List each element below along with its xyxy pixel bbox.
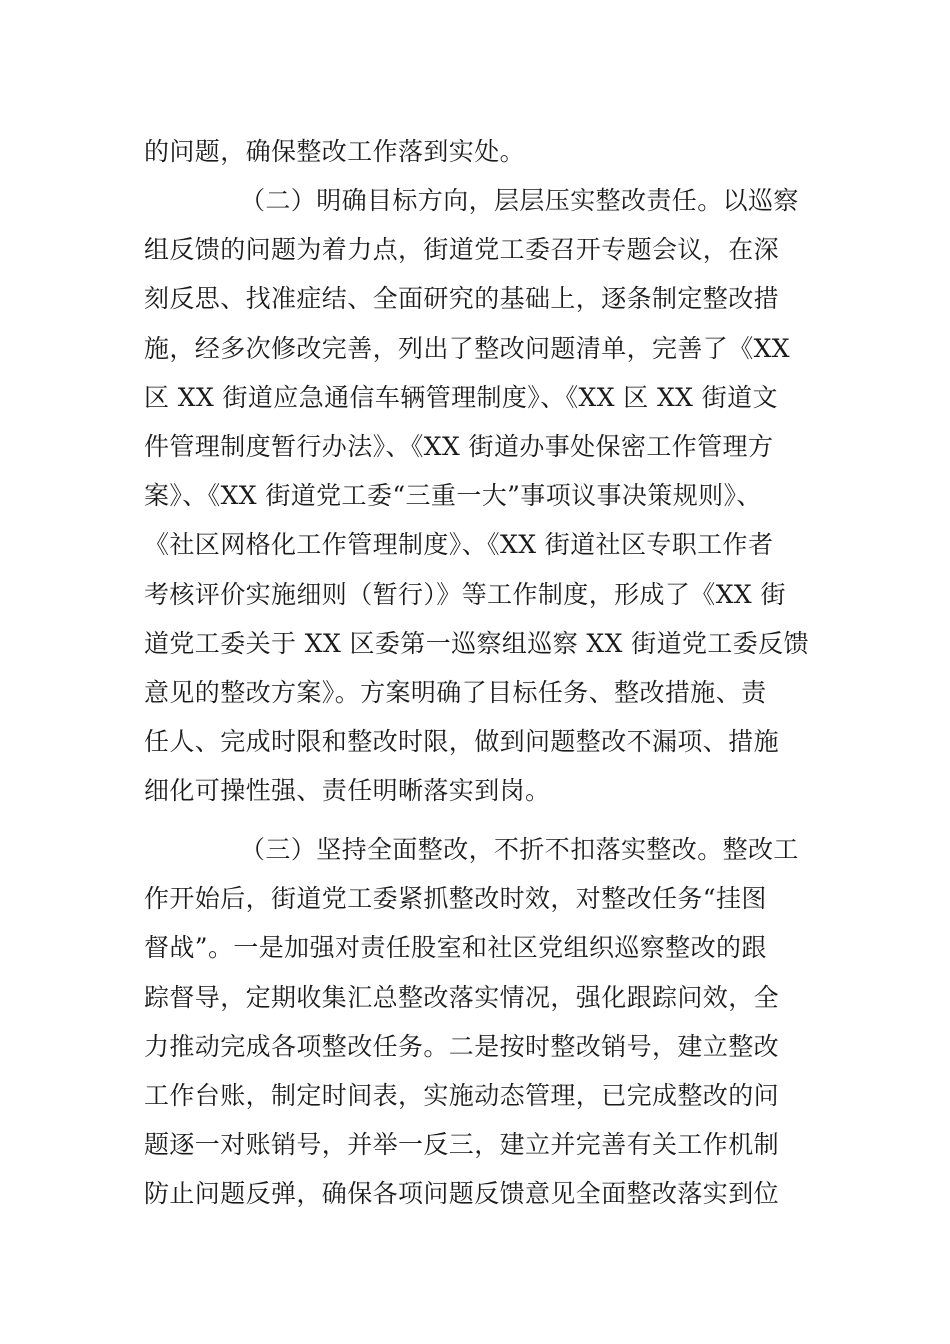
text-line: 《社区网格化工作管理制度》、《XX 街道社区专职工作者 — [144, 530, 774, 560]
text-line: 工作台账，制定时间表，实施动态管理，已完成整改的问 — [144, 1080, 780, 1110]
text-line: 施，经多次修改完善，列出了整改问题清单，完善了《XX — [144, 333, 790, 363]
paragraph-section-3 — [144, 825, 810, 1219]
paragraph-continuation — [144, 127, 810, 176]
text-line: 任人、完成时限和整改时限，做到问题整改不漏项、措施 — [144, 727, 780, 757]
text-line: 督战”。一是加强对责任股室和社区党组织巡察整改的跟 — [144, 933, 767, 963]
text-line: 细化可操性强、责任明晰落实到岗。 — [144, 776, 551, 806]
text-line: 考核评价实施细则（暂行）》等工作制度，形成了《XX 街 — [144, 579, 786, 609]
section-3-heading-line: （三）坚持全面整改，不折不扣落实整改。整改工 — [240, 835, 799, 864]
text-line: 防止问题反弹，确保各项问题反馈意见全面整改落实到位 — [144, 1179, 780, 1209]
text-line: 意见的整改方案》。方案明确了目标任务、整改措施、责 — [144, 677, 767, 707]
paragraph-section-2 — [144, 176, 810, 815]
text-line: 的问题，确保整改工作落到实处。 — [144, 137, 526, 166]
text-line: 道党工委关于 XX 区委第一巡察组巡察 XX 街道党工委反馈 — [144, 628, 809, 658]
text-line: 组反馈的问题为着力点，街道党工委召开专题会议，在深 — [144, 235, 780, 265]
text-line: 踪督导，定期收集汇总整改落实情况，强化跟踪问效，全 — [144, 982, 780, 1012]
section-2-heading-line: （二）明确目标方向，层层压实整改责任。以巡察 — [240, 186, 799, 215]
text-line: 力推动完成各项整改任务。二是按时整改销号，建立整改 — [144, 1031, 780, 1061]
text-line: 件管理制度暂行办法》、《XX 街道办事处保密工作管理方 — [144, 431, 774, 461]
text-line: 题逐一对账销号，并举一反三，建立并完善有关工作机制 — [144, 1130, 780, 1160]
text-line: 刻反思、找准症结、全面研究的基础上，逐条制定整改措 — [144, 284, 780, 314]
text-line: 案》、《XX 街道党工委“三重一大”事项议事决策规则》、 — [144, 481, 762, 511]
text-line: 区 XX 街道应急通信车辆管理制度》、《XX 区 XX 街道文 — [144, 382, 778, 412]
text-line: 作开始后，街道党工委紧抓整改时效，对整改任务“挂图 — [144, 884, 767, 914]
